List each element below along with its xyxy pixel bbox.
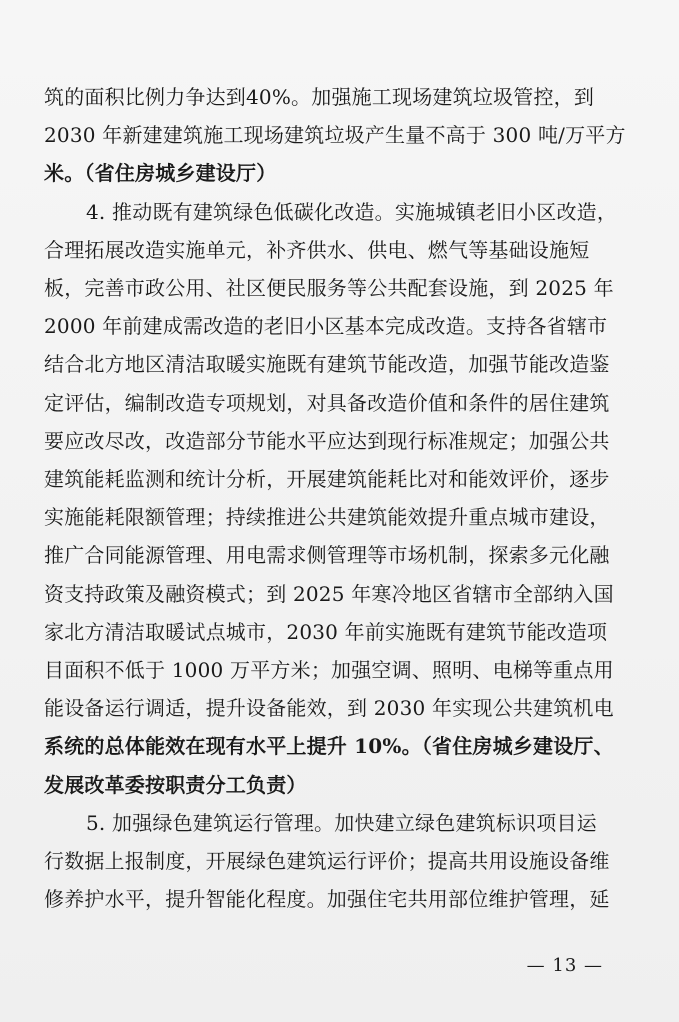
text-line: 家北方清洁取暖试点城市，2030 年前实施既有建筑节能改造项 <box>44 619 608 644</box>
text-line: 2030 年新建建筑施工现场建筑垃圾产生量不高于 300 吨/万平方 <box>44 123 626 148</box>
text-line: 推广合同能源管理、用电需求侧管理等市场机制，探索多元化融 <box>44 543 610 568</box>
text-line: 板，完善市政公用、社区便民服务等公共配套设施，到 2025 年 <box>44 276 614 301</box>
section-heading-4: 4. 推动既有建筑绿色低碳化改造。实施城镇老旧小区改造， <box>86 199 618 224</box>
text-line: 筑的面积比例力争达到40%。加强施工现场建筑垃圾管控，到 <box>44 85 595 109</box>
text-line: 要应改尽改，改造部分节能水平应达到现行标准规定；加强公共 <box>44 428 610 453</box>
text-line: 实施能耗限额管理；持续推进公共建筑能效提升重点城市建设， <box>44 505 610 530</box>
text-line: 2000 年前建成需改造的老旧小区基本完成改造。支持各省辖市 <box>44 314 608 339</box>
text-line: 发展改革委按职责分工负责） <box>44 772 307 797</box>
text-line: 行数据上报制度，开展绿色建筑运行评价；提高共用设施设备维 <box>44 849 610 874</box>
text-line: 资支持政策及融资模式；到 2025 年寒冷地区省辖市全部纳入国 <box>44 581 614 606</box>
document-body <box>44 78 644 918</box>
section-heading-5: 5. 加强绿色建筑运行管理。加快建立绿色建筑标识项目运 <box>86 810 597 835</box>
text-line: 目面积不低于 1000 万平方米；加强空调、照明、电梯等重点用 <box>44 658 614 683</box>
text-line: 合理拓展改造实施单元，补齐供水、供电、燃气等基础设施短 <box>44 237 590 262</box>
page-number: — 13 — <box>526 955 603 976</box>
text-line: 米。（省住房城乡建设厅） <box>44 161 277 186</box>
text-line: 系统的总体能效在现有水平上提升 10%。（省住房城乡建设厅、 <box>44 734 614 759</box>
text-line: 建筑能耗监测和统计分析，开展建筑能耗比对和能效评价，逐步 <box>44 467 610 492</box>
text-line: 能设备运行调适，提升设备能效，到 2030 年实现公共建筑机电 <box>44 696 614 721</box>
text-line: 修养护水平，提升智能化程度。加强住宅共用部位维护管理，延 <box>44 887 610 912</box>
text-line: 结合北方地区清洁取暖实施既有建筑节能改造，加强节能改造鉴 <box>44 352 610 377</box>
text-line: 定评估，编制改造专项规划，对具备改造价值和条件的居住建筑 <box>44 390 610 415</box>
